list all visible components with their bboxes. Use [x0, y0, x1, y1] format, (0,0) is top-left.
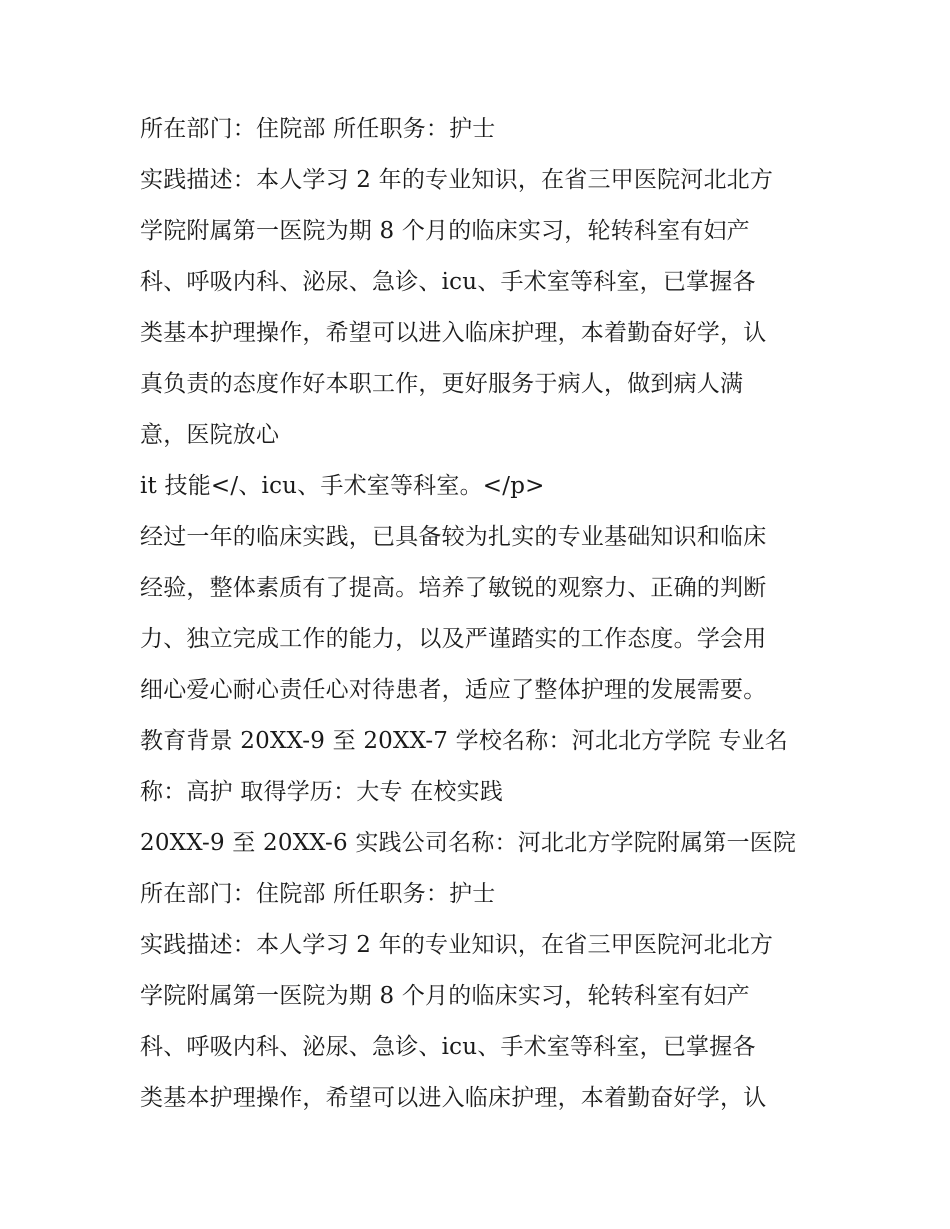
- text-line: 真负责的态度作好本职工作，更好服务于病人，做到病人满: [140, 371, 744, 397]
- text-line: 称：高护 取得学历：大专 在校实践: [140, 779, 504, 805]
- text-line: 20XX-9 至 20XX-6 实践公司名称：河北北方学院附属第一医院: [140, 830, 797, 856]
- text-line: 科、呼吸内科、泌尿、急诊、icu、手术室等科室，已掌握各: [140, 269, 756, 295]
- text-line: 学院附属第一医院为期 8 个月的临床实习，轮转科室有妇产: [140, 983, 750, 1009]
- document-body: [140, 104, 830, 1124]
- text-line: 力、独立完成工作的能力，以及严谨踏实的工作态度。学会用: [140, 626, 767, 652]
- text-line: 类基本护理操作，希望可以进入临床护理，本着勤奋好学，认: [140, 320, 767, 346]
- text-line: 教育背景 20XX-9 至 20XX-7 学校名称：河北北方学院 专业名: [140, 728, 788, 754]
- text-line: 意，医院放心: [140, 422, 280, 448]
- text-line: 细心爱心耐心责任心对待患者，适应了整体护理的发展需要。: [140, 677, 767, 703]
- text-line: 经过一年的临床实践，已具备较为扎实的专业基础知识和临床: [140, 524, 767, 550]
- text-line: 类基本护理操作，希望可以进入临床护理，本着勤奋好学，认: [140, 1085, 767, 1111]
- text-line: 科、呼吸内科、泌尿、急诊、icu、手术室等科室，已掌握各: [140, 1034, 756, 1060]
- text-line: 实践描述：本人学习 2 年的专业知识，在省三甲医院河北北方: [140, 932, 774, 958]
- text-line: 所在部门：住院部 所任职务：护士: [140, 881, 496, 907]
- text-line: 所在部门：住院部 所任职务：护士: [140, 116, 496, 142]
- text-line: 学院附属第一医院为期 8 个月的临床实习，轮转科室有妇产: [140, 218, 750, 244]
- text-line: it 技能</、icu、手术室等科室。</p>: [140, 473, 545, 499]
- text-line: 实践描述：本人学习 2 年的专业知识，在省三甲医院河北北方: [140, 167, 774, 193]
- text-line: 经验，整体素质有了提高。培养了敏锐的观察力、正确的判断: [140, 575, 767, 601]
